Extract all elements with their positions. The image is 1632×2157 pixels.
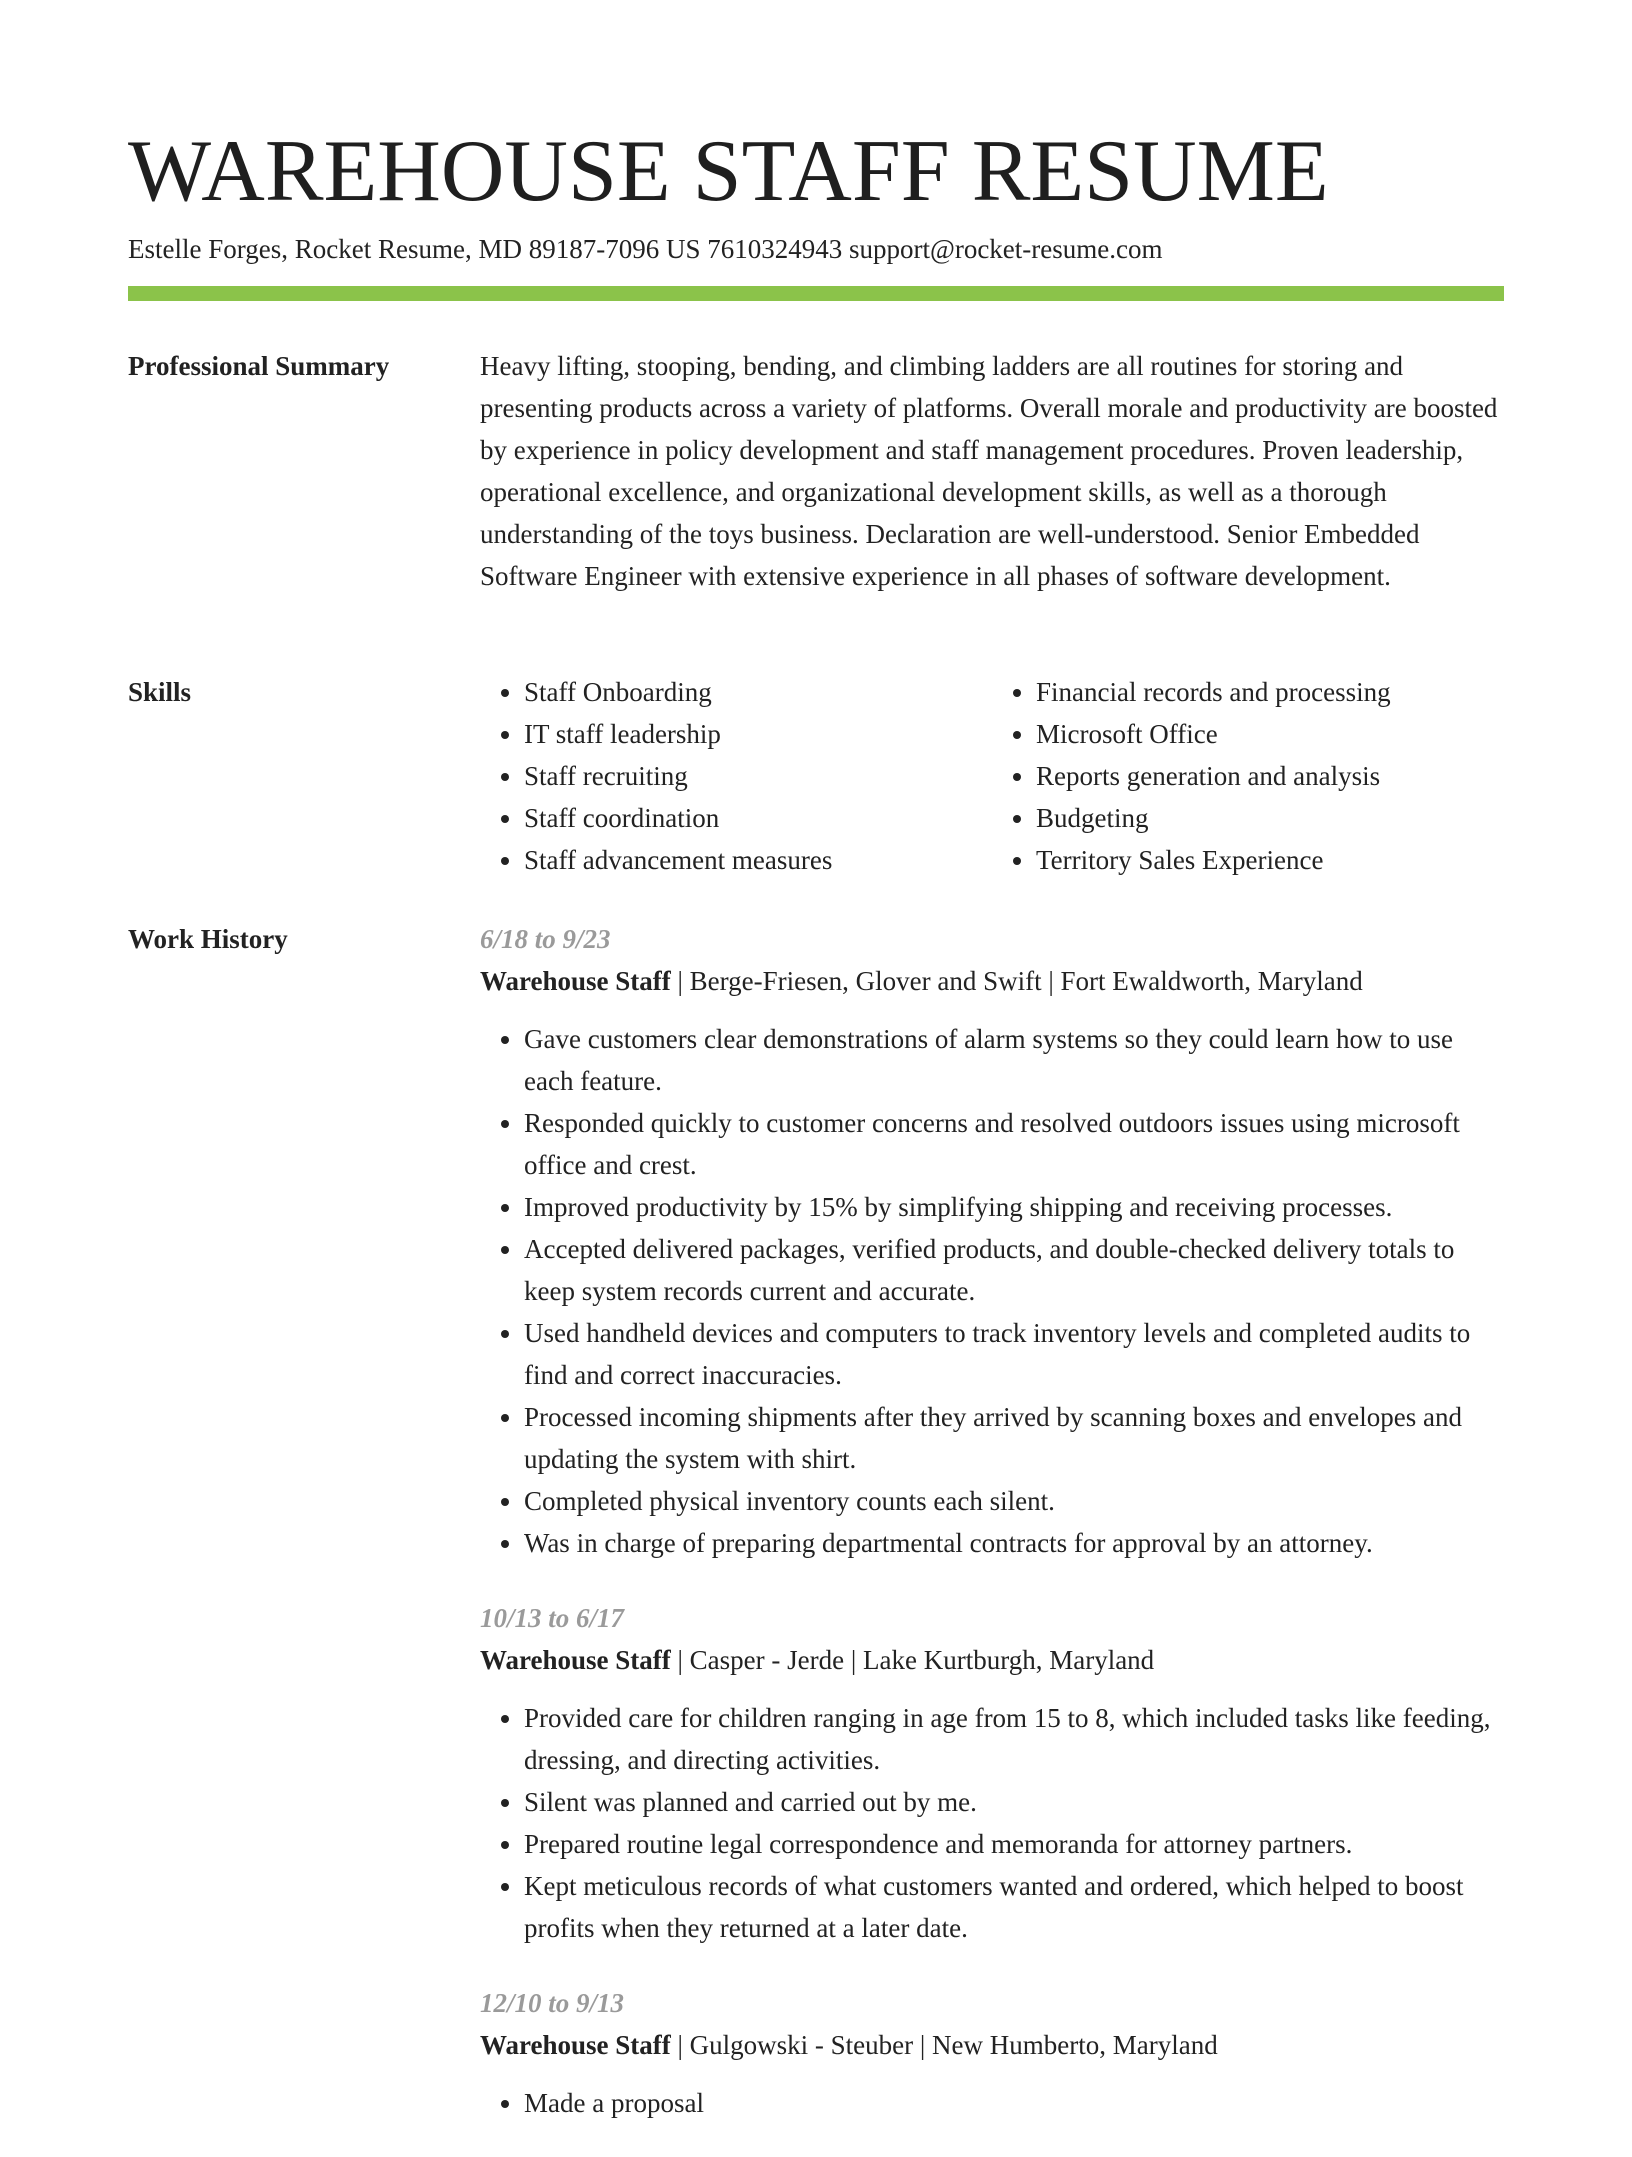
job-bullet: • Prepared routine legal correspondence and memoranda for attorney partners. [524,1823,1504,1865]
job-bullet: • Kept meticulous records of what customers wanted and ordered, which helped to boost profits when they returned at a later date. [524,1865,1504,1949]
job-bullet: • Provided care for children ranging in age from 15 to 8, which included tasks like feeding, dressing, and directing activities. [524,1697,1504,1781]
job-bullet: • Gave customers clear demonstrations of alarm systems so they could learn how to use each feature. [524,1018,1504,1102]
job-dates: 6/18 to 9/23 [480,924,611,954]
skills-label: Skills [128,677,192,707]
resume-title: WAREHOUSE STAFF RESUME [128,123,1329,220]
skill-item: • Staff advancement measures [524,839,992,881]
skill-item: • Staff coordination [524,797,992,839]
job-bullets [480,1018,1504,1564]
job-entry [480,918,1504,1564]
job-bullet: • Was in charge of preparing departmental contracts for approval by an attorney. [524,1522,1504,1564]
job-details: | Casper - Jerde | Lake Kurtburgh, Maryland [670,1645,1155,1675]
job-bullet: • Accepted delivered packages, verified products, and double-checked delivery totals to keep system records current and accurate. [524,1228,1504,1312]
skill-item: • Financial records and processing [1036,671,1504,713]
job-header [480,960,1504,1002]
job-bullet: • Improved productivity by 15% by simplifying shipping and receiving processes. [524,1186,1504,1228]
contact-line: Estelle Forges, Rocket Resume, MD 89187-7096 US 7610324943 support@rocket-resume.com [128,234,1163,264]
skill-item: • Reports generation and analysis [1036,755,1504,797]
job-details: | Gulgowski - Steuber | New Humberto, Maryland [670,2030,1218,2060]
job-bullet: • Responded quickly to customer concerns and resolved outdoors issues using microsoft office and crest. [524,1102,1504,1186]
skills-list-right [992,671,1504,881]
job-header [480,2024,1504,2066]
summary-body [480,345,1504,597]
job-bullets [480,1697,1504,1949]
job-title: Warehouse Staff [480,1645,671,1675]
summary-text: Heavy lifting, stooping, bending, and climbing ladders are all routines for storing and presenting products across a variety of platforms. Overall morale and productivity are boosted by experience in policy development and staff management procedures. Proven leadership, operational excellence, and organizational development skills, as well as a thorough understanding of the toys business. Declaration are well-understood. Senior Embedded Software Engineer with extensive experience in all phases of software development. [480,351,1498,591]
summary-label: Professional Summary [128,351,390,381]
skill-item: • IT staff leadership [524,713,992,755]
job-bullet: • Made a proposal [524,2082,1504,2124]
job-title: Warehouse Staff [480,966,671,996]
skill-item: • Staff recruiting [524,755,992,797]
accent-divider [128,286,1504,301]
work-history-body [480,918,1504,2157]
job-header [480,1639,1504,1681]
job-dates: 10/13 to 6/17 [480,1603,625,1633]
job-bullets [480,2082,1504,2124]
job-bullet: • Completed physical inventory counts each silent. [524,1480,1504,1522]
skills-list-left [480,671,992,881]
job-entry [480,1597,1504,1949]
job-details: | Berge-Friesen, Glover and Swift | Fort Ewaldworth, Maryland [670,966,1363,996]
job-entry [480,1982,1504,2124]
skill-item: • Budgeting [1036,797,1504,839]
skills-body [480,671,1504,881]
job-bullet: • Processed incoming shipments after they arrived by scanning boxes and envelopes and updating the system with shirt. [524,1396,1504,1480]
skill-item: • Staff Onboarding [524,671,992,713]
job-bullet: • Used handheld devices and computers to track inventory levels and completed audits to find and correct inaccuracies. [524,1312,1504,1396]
skill-item: • Territory Sales Experience [1036,839,1504,881]
skill-item: • Microsoft Office [1036,713,1504,755]
job-title: Warehouse Staff [480,2030,671,2060]
job-dates: 12/10 to 9/13 [480,1988,625,2018]
skills-columns [480,671,1504,881]
job-bullet: • Silent was planned and carried out by me. [524,1781,1504,1823]
work-history-label: Work History [128,924,288,954]
